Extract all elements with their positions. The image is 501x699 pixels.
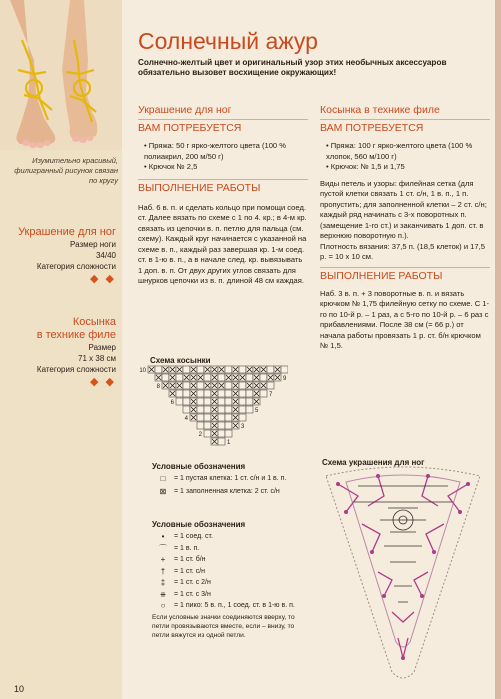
legend-row	[152, 487, 302, 497]
chart-cell	[204, 374, 211, 381]
chart-cell	[218, 390, 225, 397]
instructions-title: ВЫПОЛНЕНИЕ РАБОТЫ	[138, 181, 261, 194]
material-item: • Крючок: № 1,5 и 1,75	[326, 162, 405, 171]
row-number: 10	[139, 368, 146, 374]
difficulty-label: Категория сложности	[36, 262, 116, 271]
chart-cell	[197, 406, 204, 413]
left-column	[138, 104, 308, 287]
chart-cell	[246, 398, 253, 405]
chart-cell	[225, 430, 232, 437]
legend-text: = 1 соед. ст.	[174, 533, 213, 540]
instructions-text: Наб. 6 в. п. и сделать кольцо при помощи соед. ст. Далее вязать по схеме с 1 по 4. кр.; в 4-м кр. связать из цепочки в. п. петлю для пальца (см. схему). Каждый круг начинается с указанной на схеме в. п., каждый раз завершая кр. 1-м соед. ст. в 1-ю в. п., а в начале след. кр. вывязывать 1 доп. в. п. От двух других углов связать для шнурков цепочки из в. п. длиной 48 см каждая.	[138, 202, 307, 285]
feet-photo	[0, 0, 122, 150]
chart-cell	[176, 390, 183, 397]
row-number: 2	[198, 432, 202, 438]
divider	[138, 179, 308, 180]
chart-cell	[281, 366, 288, 373]
picot-icon: ○	[160, 601, 166, 610]
sidebar-block-foot-jewelry	[0, 226, 116, 285]
chart-cell	[218, 374, 225, 381]
chart-cell	[218, 430, 225, 437]
legend-text: = 1 ст. с 3/н	[174, 590, 211, 598]
sidebar	[0, 0, 122, 699]
chart-cell	[204, 422, 211, 429]
density-text: Плотность вязания: 37,5 п. (18,5 клеток) и 17,5 р. = 10 х 10 см.	[320, 241, 485, 261]
foot-jewelry-chart	[318, 462, 488, 687]
legend-footnote: Если условные значки соединяются вверху, то петли провязываются вместе, если – внизу, то петли вяжутся из одной петли.	[152, 613, 295, 639]
chart-cell	[204, 414, 211, 421]
size-label: Размер	[88, 343, 116, 352]
chart-cell	[246, 390, 253, 397]
pattern-text: Виды петель и узоры: филейная сетка (для пустой клетки связать 1 ст. с/н, 1 в. п., 1 п. пропустить; для заполненной клетки – 2 ст. с/н; каждый ряд начинать с 3-х поворотных п. (замещение 1-го ст.) и заканчивать 1 доп. ст. в верхнюю поворотную п.).	[320, 178, 487, 240]
section-heading: Косынка в технике филе	[320, 104, 440, 116]
chart-cell	[218, 438, 225, 445]
chart-cell	[218, 422, 225, 429]
page-title: Солнечный ажур	[138, 28, 318, 54]
chart-cell	[218, 406, 225, 413]
row-number: 4	[184, 416, 188, 422]
difficulty-diamonds: ◆ ◆	[90, 273, 116, 285]
chart-cell	[183, 382, 190, 389]
chart-cell	[176, 374, 183, 381]
sidebar-block-shawl	[0, 316, 116, 388]
chart-cell	[218, 414, 225, 421]
legend-row	[152, 544, 302, 554]
right-column	[320, 104, 490, 352]
row-number: 7	[269, 392, 273, 398]
row-number: 5	[255, 408, 259, 414]
chart-cell	[246, 374, 253, 381]
material-item: • Пряжа: 100 г ярко-желтого цвета (100 % хлопок, 560 м/100 г)	[326, 141, 473, 161]
empty-cell-icon: □	[160, 474, 166, 483]
divider	[138, 119, 308, 120]
chart-cell	[197, 422, 204, 429]
chart-cell	[197, 382, 204, 389]
chart-cell	[225, 390, 232, 397]
legend-text: = 1 пустая клетка: 1 ст. с/н и 1 в. п.	[174, 475, 287, 482]
page-number: 10	[14, 684, 25, 694]
chart-cell	[239, 382, 246, 389]
chart-cell	[239, 390, 246, 397]
single-crochet-icon: +	[160, 555, 166, 564]
divider	[320, 119, 490, 120]
chart-cell	[204, 406, 211, 413]
chart-cell	[225, 414, 232, 421]
double-crochet-icon: †	[160, 566, 166, 576]
sidebar-block-title: Косынка	[72, 316, 116, 328]
legend-stitches	[152, 520, 302, 640]
chart-cell	[197, 398, 204, 405]
chart-cell	[197, 390, 204, 397]
chart-cell	[267, 366, 274, 373]
chain-icon: ⌒	[159, 543, 167, 553]
row-number: 8	[156, 384, 160, 390]
scheme-title: Схема украшения для ног	[322, 458, 425, 467]
slip-stitch-icon: •	[161, 532, 165, 541]
chart-cell	[162, 374, 169, 381]
chart-cell	[246, 406, 253, 413]
chart-cell	[197, 414, 204, 421]
sidebar-block-title: Украшение для ног	[18, 226, 116, 238]
photo-caption: Изумительно красивый, филигранный рисунок связан по кругу	[14, 156, 118, 185]
filled-cell-icon: ⊠	[159, 486, 167, 496]
legend-text: = 1 в. п.	[174, 544, 200, 552]
chart-cell	[176, 398, 183, 405]
legend-row	[152, 474, 302, 484]
row-number: 6	[170, 400, 174, 406]
difficulty-diamonds: ◆ ◆	[90, 376, 116, 388]
section-heading: Украшение для ног	[138, 104, 232, 116]
chart-cell	[204, 398, 211, 405]
legend-text: = 1 ст. б/н	[174, 556, 206, 563]
instructions-title: ВЫПОЛНЕНИЕ РАБОТЫ	[320, 269, 443, 282]
chart-cell	[225, 382, 232, 389]
chart-cell	[183, 398, 190, 405]
scheme-title: Схема косынки	[150, 356, 211, 365]
size-value: 71 х 38 см	[78, 354, 116, 363]
page-edge	[495, 0, 501, 699]
difficulty-label: Категория сложности	[36, 365, 116, 374]
legend-row	[152, 532, 302, 542]
chart-cell	[225, 366, 232, 373]
legend-row	[152, 578, 302, 588]
chart-cell	[183, 406, 190, 413]
chart-cell	[239, 366, 246, 373]
row-number: 9	[283, 376, 287, 382]
legend-title: Условные обозначения	[152, 520, 246, 529]
row-number: 3	[241, 424, 245, 430]
chart-cell	[239, 414, 246, 421]
chart-cell	[267, 382, 274, 389]
chart-cell	[239, 406, 246, 413]
chart-cell	[260, 374, 267, 381]
chart-cell	[225, 422, 232, 429]
chart-cell	[197, 366, 204, 373]
chart-cell	[183, 366, 190, 373]
chart-cell	[225, 406, 232, 413]
treble-crochet-icon: ‡	[160, 578, 166, 587]
legend-filet	[152, 462, 302, 496]
legend-text: = 1 ст. с/н	[174, 567, 206, 575]
material-item: • Пряжа: 50 г ярко-желтого цвета (100 % полиакрил, 200 м/50 г)	[144, 141, 287, 161]
materials-title: ВАМ ПОТРЕБУЕТСЯ	[138, 122, 242, 134]
legend-row	[152, 555, 302, 565]
chart-cell	[260, 390, 267, 397]
chart-cell	[239, 398, 246, 405]
legend-title: Условные обозначения	[152, 462, 246, 471]
shawl-filet-chart	[138, 362, 288, 452]
material-item: • Крючок № 2,5	[144, 162, 198, 171]
chart-cell	[183, 390, 190, 397]
legend-row	[152, 590, 302, 600]
materials-title: ВАМ ПОТРЕБУЕТСЯ	[320, 122, 424, 134]
legend-row	[152, 567, 302, 577]
size-label: Размер ноги	[70, 240, 116, 249]
double-treble-icon: ⧺	[159, 589, 167, 599]
legend-text: = 1 пико: 5 в. п., 1 соед. ст. в 1-ю в. п.	[174, 602, 295, 609]
row-number: 1	[227, 440, 231, 446]
legend-row	[152, 601, 302, 611]
chart-cell	[155, 366, 162, 373]
divider	[320, 267, 490, 268]
legend-text: = 1 заполненная клетка: 2 ст. с/н	[174, 487, 280, 495]
size-value: 34/40	[95, 251, 116, 260]
chart-cell	[225, 398, 232, 405]
instructions-text: Наб. 3 в. п. + 3 поворотные в. п. и вязать крючком № 1,75 филейную сетку по схеме. С 1-го по 10-й р. – 1 раз, а с 5-го по 10-й р. – 6 раз с прибавлениями. После 38 см (= 66 р.) от начала работы провязать 1 р. ст. б/н крючком № 1,5.	[320, 288, 490, 350]
legend-text: = 1 ст. с 2/н	[174, 579, 211, 586]
chart-cell	[204, 430, 211, 437]
chart-cell	[218, 398, 225, 405]
intro-text: Солнечно-желтый цвет и оригинальный узор этих необычных аксессуаров обязательно вызовет восхищение окружающих!	[138, 58, 447, 77]
chart-cell	[204, 390, 211, 397]
sidebar-block-title: в технике филе	[36, 329, 116, 341]
